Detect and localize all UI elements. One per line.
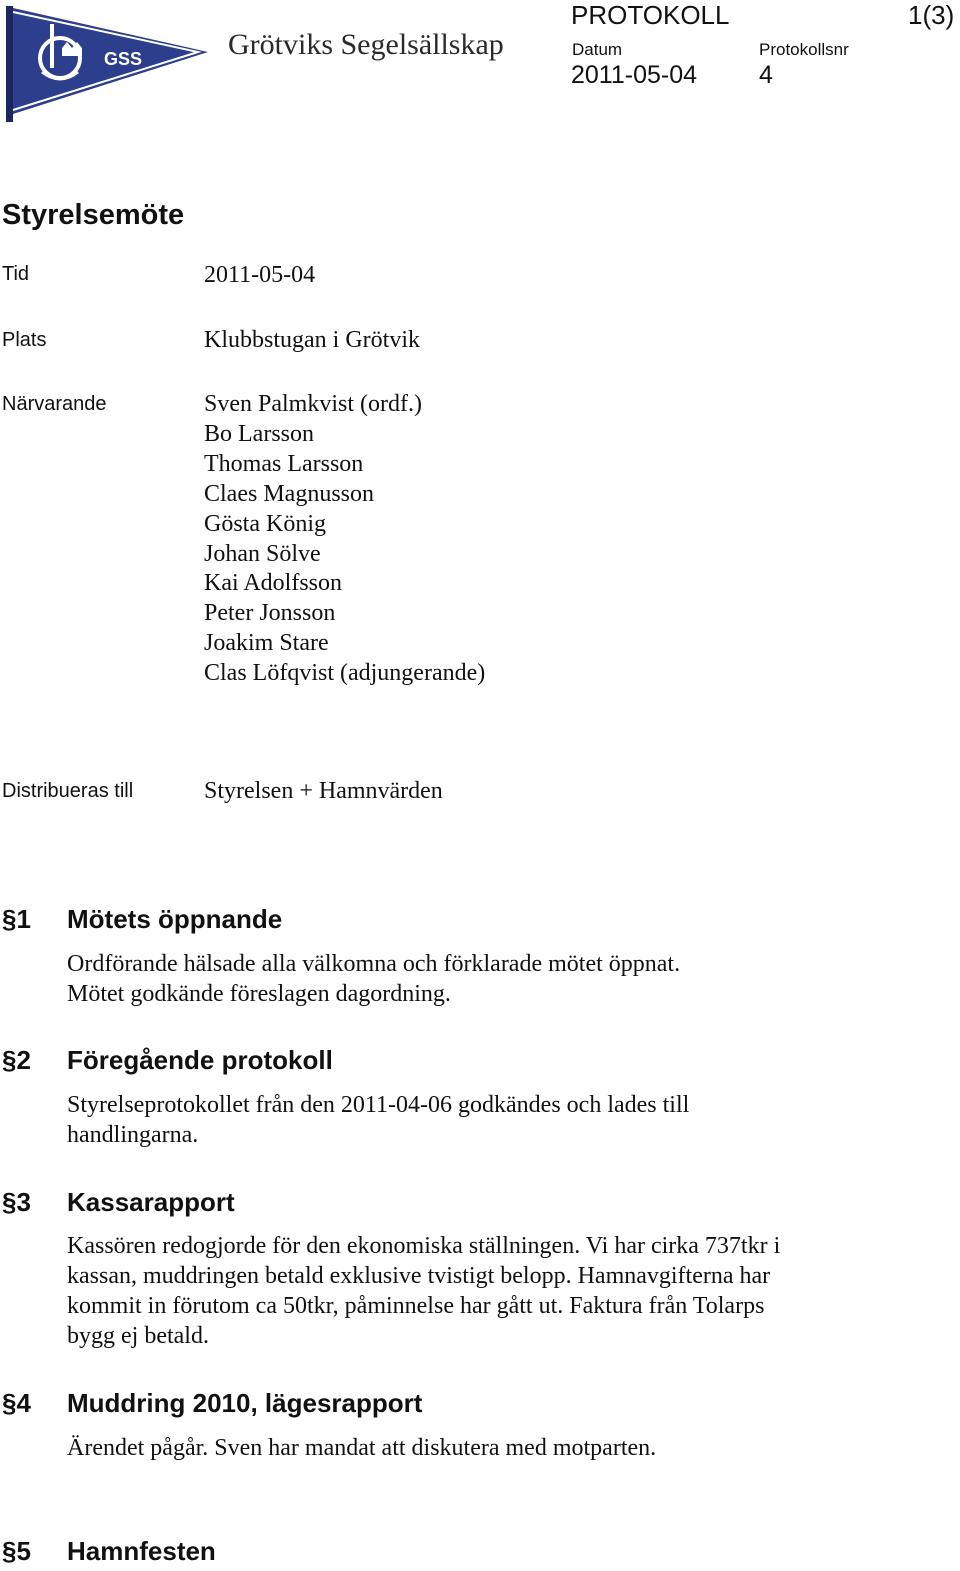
section-4-body (67, 1433, 867, 1463)
club-name: Grötviks Segelsällskap (228, 28, 504, 61)
section-2-body (67, 1090, 867, 1150)
attendee: Peter Jonsson (204, 600, 336, 627)
section-1-number: §1 (2, 904, 31, 934)
narvarande-label: Närvarande (2, 393, 107, 415)
section-3-title: Kassarapport (67, 1187, 235, 1217)
body-line: Ärendet pågår. Sven har mandat att diskutera med motparten. (67, 1435, 657, 1461)
section-4-title: Muddring 2010, lägesrapport (67, 1388, 423, 1418)
body-line: handlingarna. (67, 1122, 199, 1148)
body-line: Styrelseprotokollet från den 2011-04-06 godkändes och lades till (67, 1092, 690, 1118)
tid-label: Tid (2, 263, 30, 285)
section-2-title: Föregående protokoll (67, 1045, 333, 1075)
section-1-body (67, 949, 867, 1009)
attendee: Clas Löfqvist (adjungerande) (204, 660, 486, 687)
body-line: Kassören redogjorde för den ekonomiska ställningen. Vi har cirka 737tkr i (67, 1233, 781, 1259)
document-type: PROTOKOLL (571, 0, 730, 30)
page-title: Styrelsemöte (2, 199, 185, 231)
body-line: kommit in förutom ca 50tkr, påminnelse har gått ut. Faktura från Tolarps (67, 1293, 765, 1319)
protokollsnr-value: 4 (759, 61, 773, 89)
tid-value: 2011-05-04 (204, 262, 316, 288)
logo-text: GSS (104, 49, 143, 69)
page-number: 1(3) (908, 0, 955, 30)
body-line: Mötet godkände föreslagen dagordning. (67, 981, 451, 1007)
section-3-number: §3 (2, 1187, 31, 1217)
attendee-list (204, 390, 485, 689)
section-5-number: §5 (2, 1536, 31, 1566)
attendee: Sven Palmkvist (ordf.) (204, 391, 422, 417)
datum-label: Datum (572, 40, 623, 59)
attendee: Gösta König (204, 510, 326, 537)
attendee: Thomas Larsson (204, 450, 364, 477)
attendee: Kai Adolfsson (204, 570, 342, 597)
section-1-title: Mötets öppnande (67, 904, 283, 934)
section-2-number: §2 (2, 1045, 31, 1075)
plats-label: Plats (2, 329, 47, 351)
body-line: kassan, muddringen betald exklusive tvistigt belopp. Hamnavgifterna har (67, 1263, 771, 1289)
body-line: Ordförande hälsade alla välkomna och förklarade mötet öppnat. (67, 951, 681, 977)
section-3-body (67, 1231, 867, 1351)
plats-value: Klubbstugan i Grötvik (204, 327, 420, 353)
body-line: bygg ej betald. (67, 1323, 209, 1349)
section-4-number: §4 (2, 1388, 31, 1418)
datum-value: 2011-05-04 (571, 61, 698, 89)
attendee: Johan Sölve (204, 540, 321, 567)
section-5-title: Hamnfesten (67, 1536, 216, 1566)
distribueras-label: Distribueras till (2, 780, 134, 802)
attendee: Bo Larsson (204, 420, 314, 447)
attendee: Claes Magnusson (204, 480, 374, 507)
club-pennant-logo (2, 2, 212, 124)
attendee: Joakim Stare (204, 630, 329, 657)
distribueras-value: Styrelsen + Hamnvärden (204, 778, 443, 804)
protokollsnr-label: Protokollsnr (759, 40, 849, 59)
